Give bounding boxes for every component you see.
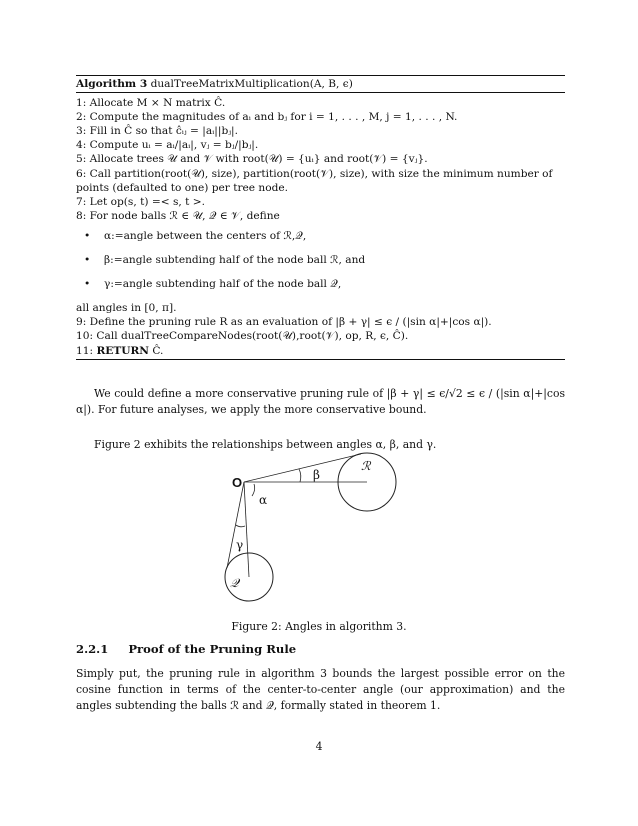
step-11-number: 11:: [76, 344, 94, 357]
algorithm-step: 2: Compute the magnitudes of aᵢ and bⱼ for i = 1, . . . , M, j = 1, . . . , N.: [76, 111, 458, 124]
alpha-label: α: [259, 493, 268, 507]
algorithm-step: 7: Let op(s, t) =< s, t >.: [76, 195, 205, 208]
return-keyword: RETURN: [96, 344, 149, 357]
algorithm-step: 3: Fill in Ĉ so that ĉᵢⱼ = |aᵢ||bⱼ|.: [76, 125, 238, 138]
origin-label: O: [232, 475, 243, 490]
alpha-arc: [252, 484, 255, 496]
q-label: 𝒬: [230, 576, 239, 590]
gamma-label: γ: [236, 538, 244, 552]
page-number: 4: [315, 740, 323, 753]
figure-caption: Figure 2: Angles in algorithm 3.: [231, 620, 407, 633]
algorithm-step-10: 10: Call dualTreeCompareNodes(root(𝒰),root(𝒱), op, R, ϵ, Ĉ).: [76, 330, 409, 343]
section-title: Proof of the Pruning Rule: [128, 642, 297, 656]
algorithm-step: 8: For node balls ℛ ∈ 𝒰, 𝒬 ∈ 𝒱, define: [76, 209, 280, 222]
paragraph-pruning-bound: We could define a more conservative pruning rule of |β + γ| ≤ ϵ/√2 ≤ ϵ / (|sin α|+|cos α|). For future analyses, we apply the more conservative bound.: [76, 387, 565, 416]
bullet-alpha: • α:=angle between the centers of ℛ,𝒬,: [76, 229, 565, 243]
algorithm-title: dualTreeMatrixMultiplication(A, B, ϵ): [150, 78, 353, 90]
section-number: 2.2.1: [76, 642, 109, 656]
beta-label: β: [313, 468, 320, 482]
ray-to-q-center: [244, 482, 249, 577]
algorithm-label: Algorithm 3: [76, 78, 148, 90]
ray-r-tangent: [244, 454, 361, 482]
paragraph-figure-ref: Figure 2 exhibits the relationships between angles α, β, and γ.: [94, 438, 437, 451]
angle-range: all angles in [0, π].: [76, 302, 177, 315]
paragraph-proof-intro: Simply put, the pruning rule in algorithm 3 bounds the largest possible error on the cosine function in terms of the center-to-center angle (our approximation) and the angles subtending the balls ℛ and 𝒬, formally stated in theorem 1.: [76, 667, 565, 712]
algorithm-step: 4: Compute uᵢ = aᵢ/|aᵢ|, vⱼ = bⱼ/|bⱼ|.: [76, 139, 259, 152]
r-label: ℛ: [361, 459, 371, 473]
algorithm-step: 6: Call partition(root(𝒰), size), partition(root(𝒱), size), with size the minimum number of points (defaulted to one) per tree node.: [76, 167, 553, 194]
algorithm-step: 5: Allocate trees 𝒰 and 𝒱 with root(𝒰) = {uᵢ} and root(𝒱) = {vⱼ}.: [76, 153, 428, 166]
bullet-beta: • β:=angle subtending half of the node ball ℛ, and: [76, 253, 565, 267]
bullet-gamma: • γ:=angle subtending half of the node ball 𝒬,: [76, 277, 565, 291]
algorithm-step: 1: Allocate M × N matrix Ĉ.: [76, 97, 226, 110]
ray-q-tangent: [227, 482, 244, 568]
gamma-arc: [236, 525, 245, 527]
beta-arc: [299, 469, 301, 482]
algorithm-step-9: 9: Define the pruning rule R as an evaluation of |β + γ| ≤ ϵ / (|sin α|+|cos α|).: [76, 316, 492, 329]
section-heading: [76, 642, 296, 656]
step-11-rest: Ĉ.: [152, 344, 164, 357]
